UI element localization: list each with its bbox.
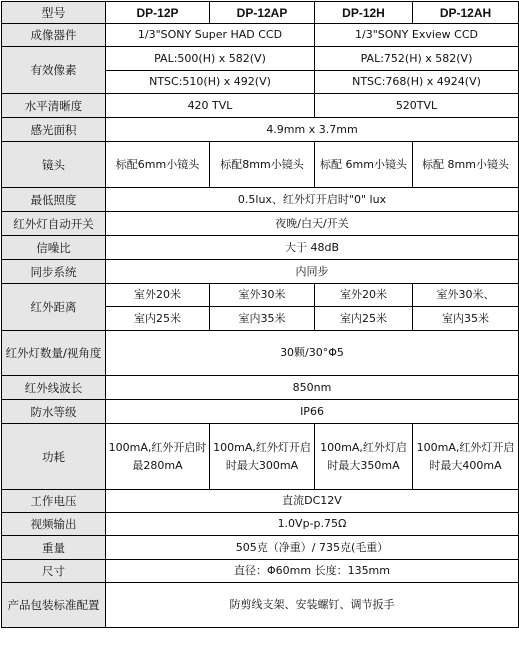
power-label: 功耗 (2, 424, 106, 490)
wavelength-label: 红外线波长 (2, 376, 106, 400)
sync-label: 同步系统 (2, 260, 106, 284)
video-row (2, 513, 519, 536)
size-row (2, 560, 519, 583)
ir-count-value: 30颗/30°Φ5 (106, 331, 519, 376)
lens-row (2, 142, 519, 188)
ir-dist-out-3: 室外20米 (315, 284, 413, 307)
sensor-label: 成像器件 (2, 24, 106, 47)
ir-dist-in-2: 室内35米 (210, 307, 315, 331)
ir-dist-in-3: 室内25米 (315, 307, 413, 331)
spec-table (1, 1, 519, 628)
ir-auto-row (2, 212, 519, 236)
ir-dist-out-2: 室外30米 (210, 284, 315, 307)
ir-dist-label: 红外距离 (2, 284, 106, 331)
lens-value-1: 标配6mm小镜头 (106, 142, 210, 188)
lux-value: 0.5lux、红外灯开启时"0" lux (106, 188, 519, 212)
model-dp-12ah: DP-12AH (413, 2, 519, 24)
resolution-value-a: 420 TVL (106, 94, 315, 118)
snr-label: 信噪比 (2, 236, 106, 260)
ir-dist-out-1: 室外20米 (106, 284, 210, 307)
sync-row (2, 260, 519, 284)
ir-dist-in-1: 室内25米 (106, 307, 210, 331)
voltage-label: 工作电压 (2, 490, 106, 513)
sensor-row (2, 24, 519, 47)
lens-value-2: 标配8mm小镜头 (210, 142, 315, 188)
resolution-row (2, 94, 519, 118)
model-dp-12ap: DP-12AP (210, 2, 315, 24)
wavelength-value: 850nm (106, 376, 519, 400)
ir-dist-row-out (2, 284, 519, 307)
lens-value-3: 标配 6mm小镜头 (315, 142, 413, 188)
waterproof-value: IP66 (106, 400, 519, 424)
ir-auto-value: 夜晚/白天/开关 (106, 212, 519, 236)
waterproof-row (2, 400, 519, 424)
pixels-row-pal (2, 47, 519, 71)
sync-value: 内同步 (106, 260, 519, 284)
lux-label: 最低照度 (2, 188, 106, 212)
header-row (2, 2, 519, 24)
ir-dist-out-4: 室外30米、 (413, 284, 519, 307)
weight-value: 505克（净重）/ 735克(毛重） (106, 536, 519, 560)
resolution-value-b: 520TVL (315, 94, 519, 118)
model-dp-12p: DP-12P (106, 2, 210, 24)
voltage-value: 直流DC12V (106, 490, 519, 513)
power-value-3: 100mA,红外灯启时最大350mA (315, 424, 413, 490)
snr-row (2, 236, 519, 260)
power-value-1: 100mA,红外开启时最280mA (106, 424, 210, 490)
ir-count-row (2, 331, 519, 376)
ir-dist-in-4: 室内35米 (413, 307, 519, 331)
area-row (2, 118, 519, 142)
pixels-pal-b: PAL:752(H) x 582(V) (315, 47, 519, 71)
waterproof-label: 防水等级 (2, 400, 106, 424)
lens-label: 镜头 (2, 142, 106, 188)
video-label: 视频输出 (2, 513, 106, 536)
size-value: 直径：Φ60mm 长度：135mm (106, 560, 519, 583)
snr-value: 大于 48dB (106, 236, 519, 260)
area-label: 感光面积 (2, 118, 106, 142)
lens-value-4: 标配 8mm小镜头 (413, 142, 519, 188)
pixels-label: 有效像素 (2, 47, 106, 94)
voltage-row (2, 490, 519, 513)
resolution-label: 水平清晰度 (2, 94, 106, 118)
power-value-2: 100mA,红外灯开启时最大300mA (210, 424, 315, 490)
weight-row (2, 536, 519, 560)
video-value: 1.0Vp-p.75Ω (106, 513, 519, 536)
package-value: 防剪线支架、安装螺钉、调节扳手 (106, 583, 519, 628)
package-label: 产品包装标准配置 (2, 583, 106, 628)
power-value-4: 100mA,红外灯开启时最大400mA (413, 424, 519, 490)
weight-label: 重量 (2, 536, 106, 560)
package-row (2, 583, 519, 628)
model-dp-12h: DP-12H (315, 2, 413, 24)
model-label: 型号 (2, 2, 106, 24)
area-value: 4.9mm x 3.7mm (106, 118, 519, 142)
pixels-ntsc-a: NTSC:510(H) x 492(V) (106, 71, 315, 94)
pixels-pal-a: PAL:500(H) x 582(V) (106, 47, 315, 71)
sensor-value-a: 1/3"SONY Super HAD CCD (106, 24, 315, 47)
power-row (2, 424, 519, 490)
size-label: 尺寸 (2, 560, 106, 583)
pixels-ntsc-b: NTSC:768(H) x 4924(V) (315, 71, 519, 94)
ir-auto-label: 红外灯自动开关 (2, 212, 106, 236)
ir-count-label: 红外灯数量/视角度 (2, 331, 106, 376)
wavelength-row (2, 376, 519, 400)
lux-row (2, 188, 519, 212)
sensor-value-b: 1/3"SONY Exview CCD (315, 24, 519, 47)
